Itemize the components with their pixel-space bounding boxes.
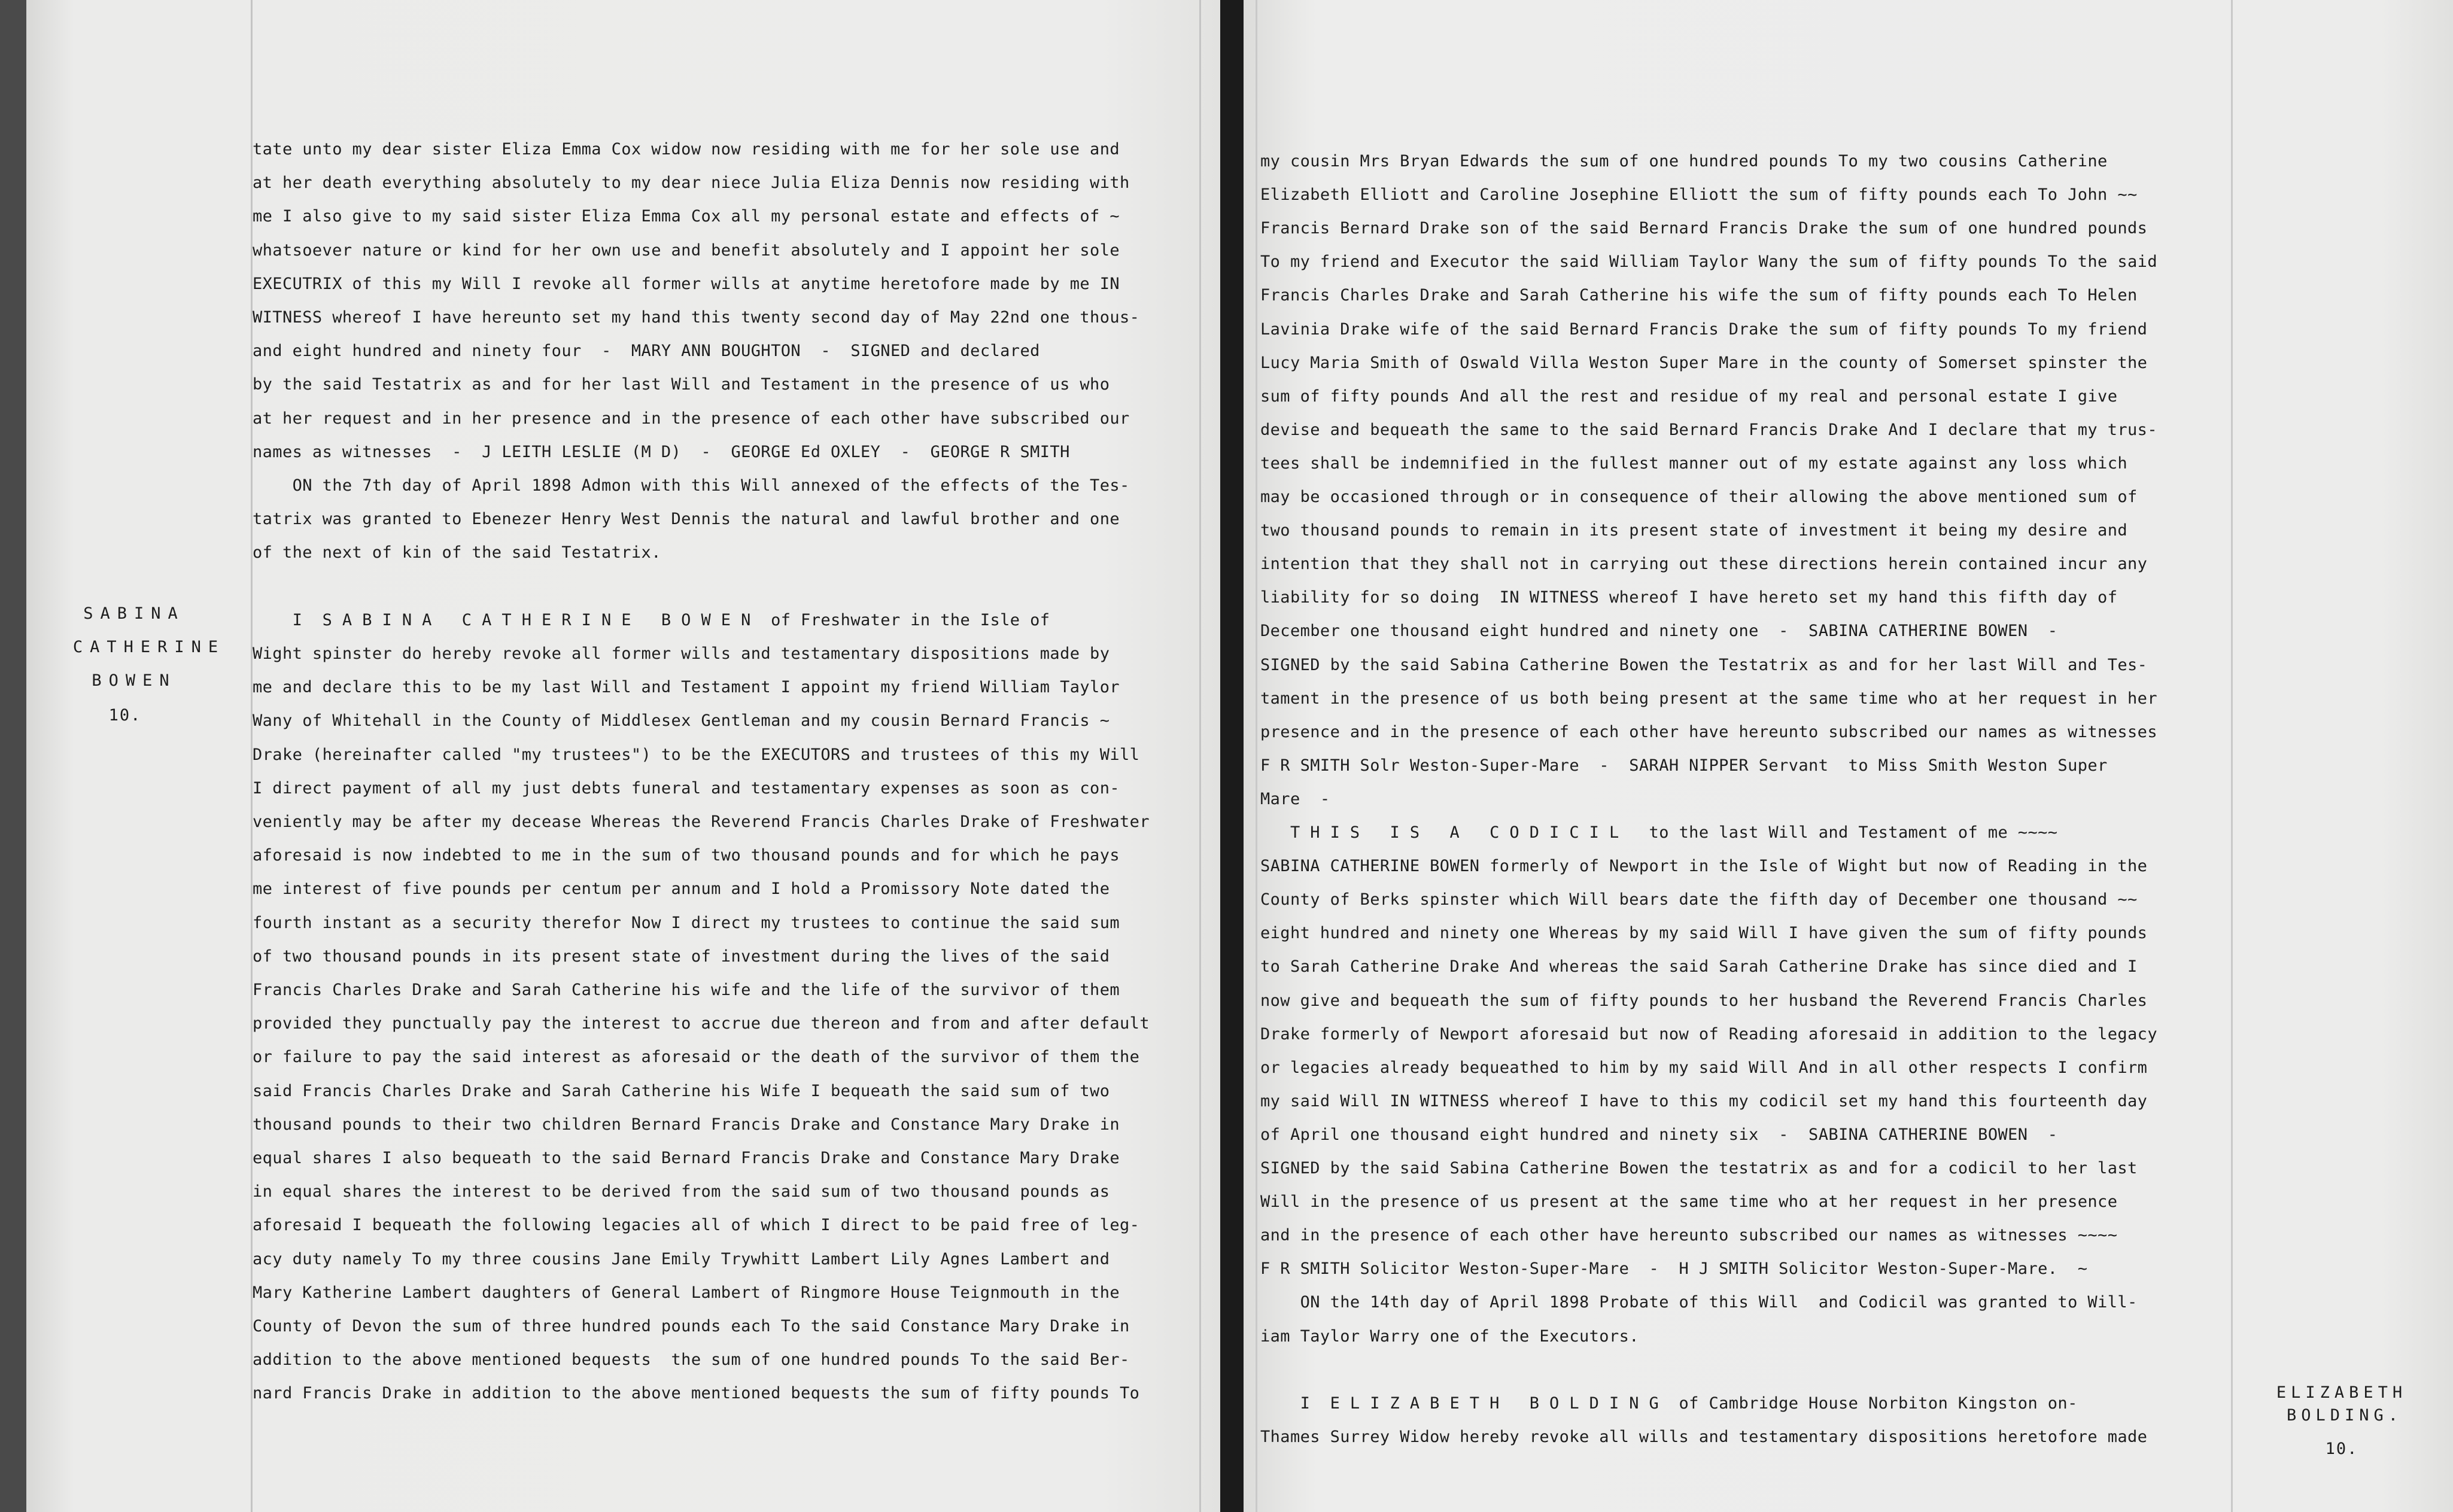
text-line: EXECUTRIX of this my Will I revoke all former wills at anytime heretofore made by me IN <box>253 274 1120 293</box>
text-line: tament in the presence of us both being present at the same time who at her request in her <box>1260 689 2157 708</box>
text-line: ON the 7th day of April 1898 Admon with this Will annexed of the effects of the Tes- <box>253 476 1130 495</box>
text-line: December one thousand eight hundred and ninety one - SABINA CATHERINE BOWEN - <box>1260 622 2058 641</box>
text-line: at her request and in her presence and in the presence of each other have subscribed our <box>253 409 1130 428</box>
text-line: Mary Katherine Lambert daughters of General Lambert of Ringmore House Teignmouth in the <box>253 1283 1120 1302</box>
text-line: Wany of Whitehall in the County of Middlesex Gentleman and my cousin Bernard Francis ~ <box>253 711 1110 731</box>
text-line: tees shall be indemnified in the fullest manner out of my estate against any loss which <box>1260 454 2128 473</box>
text-line: Thames Surrey Widow hereby revoke all wills and testamentary dispositions heretofore made <box>1260 1427 2148 1446</box>
text-line: Wight spinster do hereby revoke all former wills and testamentary dispositions made by <box>253 644 1110 663</box>
right-margin-rule <box>2231 0 2233 1512</box>
text-line: liability for so doing IN WITNESS whereof I have hereto set my hand this fifth day of <box>1260 588 2118 607</box>
book-left-edge <box>0 0 26 1512</box>
text-line: addition to the above mentioned bequests the sum of one hundred pounds To the said Ber- <box>253 1350 1130 1370</box>
text-line: To my friend and Executor the said William Taylor Wany the sum of fifty pounds To the said <box>1260 252 2157 272</box>
text-line: eight hundred and ninety one Whereas by my said Will I have given the sum of fifty pounds <box>1260 924 2148 943</box>
text-line: Francis Charles Drake and Sarah Catherine his wife the sum of fifty pounds each To Helen <box>1260 286 2138 305</box>
text-line: Elizabeth Elliott and Caroline Josephine Elliott the sum of fifty pounds each To John ~~ <box>1260 185 2138 205</box>
right-left-rule <box>1256 0 1257 1512</box>
margin-entry-number: 10. <box>108 706 142 725</box>
text-line: WITNESS whereof I have hereunto set my hand this twenty second day of May 22nd one thous- <box>253 308 1140 327</box>
text-line: County of Berks spinster which Will bears date the fifth day of December one thousand ~~ <box>1260 890 2138 909</box>
text-line: and in the presence of each other have hereunto subscribed our names as witnesses ~~~~ <box>1260 1226 2118 1245</box>
margin-entry-number: 10. <box>2325 1440 2358 1458</box>
left-page <box>26 0 1220 1512</box>
text-line: nard Francis Drake in addition to the above mentioned bequests the sum of fifty pounds To <box>253 1384 1140 1403</box>
text-line: whatsoever nature or kind for her own use and benefit absolutely and I appoint her sole <box>253 241 1120 260</box>
text-line: sum of fifty pounds And all the rest and residue of my real and personal estate I give <box>1260 387 2118 406</box>
text-line: SIGNED by the said Sabina Catherine Bowen the testatrix as and for a codicil to her last <box>1260 1159 2138 1178</box>
text-line: at her death everything absolutely to my dear niece Julia Eliza Dennis now residing with <box>253 174 1130 193</box>
margin-name-line-1: SABINA <box>83 604 185 623</box>
margin-name-line-2: BOLDING. <box>2286 1406 2403 1425</box>
text-line: and eight hundred and ninety four - MARY ANN BOUGHTON - SIGNED and declared <box>253 342 1040 361</box>
text-line: of two thousand pounds in its present state of investment during the lives of the said <box>253 947 1110 966</box>
text-line: me and declare this to be my last Will and Testament I appoint my friend William Taylor <box>253 678 1120 697</box>
text-line: intention that they shall not in carrying out these directions herein contained incur any <box>1260 555 2148 574</box>
text-line: in equal shares the interest to be derived from the said sum of two thousand pounds as <box>253 1182 1110 1201</box>
text-line: Drake (hereinafter called "my trustees") to be the EXECUTORS and trustees of this my Will <box>253 745 1140 764</box>
text-line: I S A B I N A C A T H E R I N E B O W E N of Freshwater in the Isle of <box>253 610 1050 629</box>
text-line: said Francis Charles Drake and Sarah Catherine his Wife I bequeath the said sum of two <box>253 1081 1110 1100</box>
text-line: or legacies already bequeathed to him by my said Will And in all other respects I confirm <box>1260 1058 2148 1077</box>
margin-name-line-2: CATHERINE <box>72 638 226 656</box>
text-line: SIGNED by the said Sabina Catherine Bowen the Testatrix as and for her last Will and Tes- <box>1260 655 2148 674</box>
text-line: ON the 14th day of April 1898 Probate of this Will and Codicil was granted to Will- <box>1260 1293 2138 1312</box>
text-line: may be occasioned through or in consequence of their allowing the above mentioned sum of <box>1260 488 2138 506</box>
text-line: veniently may be after my decease Whereas the Reverend Francis Charles Drake of Freshwater <box>253 813 1150 831</box>
left-right-rule <box>1199 0 1201 1512</box>
text-line: acy duty namely To my three cousins Jane Emily Trywhitt Lambert Lily Agnes Lambert and <box>253 1249 1110 1268</box>
text-line: me interest of five pounds per centum per annum and I hold a Promissory Note dated the <box>253 880 1110 899</box>
text-line: my said Will IN WITNESS whereof I have to this my codicil set my hand this fourteenth day <box>1260 1091 2148 1111</box>
text-line: F R SMITH Solr Weston-Super-Mare - SARAH NIPPER Servant to Miss Smith Weston Super <box>1260 756 2108 775</box>
text-line: provided they punctually pay the interest to accrue due thereon and from and after default <box>253 1014 1150 1033</box>
text-line: of the next of kin of the said Testatrix. <box>253 543 661 562</box>
text-line: thousand pounds to their two children Bernard Francis Drake and Constance Mary Drake in <box>253 1115 1120 1134</box>
text-line: my cousin Mrs Bryan Edwards the sum of one hundred pounds To my two cousins Catherine <box>1260 152 2108 171</box>
text-line: devise and bequeath the same to the said Bernard Francis Drake And I declare that my trus- <box>1260 420 2157 439</box>
text-line: Francis Bernard Drake son of the said Bernard Francis Drake the sum of one hundred pounds <box>1260 219 2148 238</box>
text-line: of April one thousand eight hundred and ninety six - SABINA CATHERINE BOWEN - <box>1260 1125 2058 1144</box>
text-line: aforesaid is now indebted to me in the sum of two thousand pounds and for which he pays <box>253 846 1120 865</box>
text-line: F R SMITH Solicitor Weston-Super-Mare - H J SMITH Solicitor Weston-Super-Mare. ~ <box>1260 1260 2088 1279</box>
text-line: iam Taylor Warry one of the Executors. <box>1260 1327 1639 1346</box>
text-line: or failure to pay the said interest as aforesaid or the death of the survivor of them the <box>253 1048 1140 1067</box>
right-page <box>1244 0 2453 1512</box>
text-line: Francis Charles Drake and Sarah Catherine his wife and the life of the survivor of them <box>253 981 1120 999</box>
text-line: I E L I Z A B E T H B O L D I N G of Cambridge House Norbiton Kingston on- <box>1260 1394 2078 1413</box>
text-line: aforesaid I bequeath the following legacies all of which I direct to be paid free of leg- <box>253 1216 1140 1235</box>
text-line: me I also give to my said sister Eliza Emma Cox all my personal estate and effects of ~ <box>253 207 1120 226</box>
text-line: Drake formerly of Newport aforesaid but now of Reading aforesaid in addition to the legacy <box>1260 1024 2157 1044</box>
text-line: presence and in the presence of each other have hereunto subscribed our names as witnesses <box>1260 722 2157 741</box>
text-line: Will in the presence of us present at the same time who at her request in her presence <box>1260 1192 2118 1212</box>
book-gutter <box>1220 0 1244 1512</box>
text-line: T H I S I S A C O D I C I L to the last Will and Testament of me ~~~~ <box>1260 823 2058 842</box>
text-line: fourth instant as a security therefor Now I direct my trustees to continue the said sum <box>253 913 1120 932</box>
text-line: tatrix was granted to Ebenezer Henry West Dennis the natural and lawful brother and one <box>253 510 1120 529</box>
text-line: Mare - <box>1260 789 1330 808</box>
text-line: I direct payment of all my just debts funeral and testamentary expenses as soon as con- <box>253 778 1120 798</box>
margin-name-line-3: BOWEN <box>92 671 177 690</box>
text-line: County of Devon the sum of three hundred pounds each To the said Constance Mary Drake in <box>253 1317 1130 1335</box>
margin-name-line-1: ELIZABETH <box>2276 1383 2408 1402</box>
text-line: equal shares I also bequeath to the said Bernard Francis Drake and Constance Mary Drake <box>253 1149 1120 1167</box>
text-line: two thousand pounds to remain in its present state of investment it being my desire and <box>1260 521 2128 540</box>
text-line: SABINA CATHERINE BOWEN formerly of Newport in the Isle of Wight but now of Reading in the <box>1260 857 2148 876</box>
text-line: by the said Testatrix as and for her last Will and Testament in the presence of us who <box>253 375 1110 394</box>
text-line: now give and bequeath the sum of fifty pounds to her husband the Reverend Francis Charles <box>1260 991 2148 1010</box>
text-line: to Sarah Catherine Drake And whereas the said Sarah Catherine Drake has since died and I <box>1260 957 2138 976</box>
text-line: tate unto my dear sister Eliza Emma Cox widow now residing with me for her sole use and <box>253 140 1120 159</box>
text-line: names as witnesses - J LEITH LESLIE (M D) - GEORGE Ed OXLEY - GEORGE R SMITH <box>253 442 1070 461</box>
text-line: Lavinia Drake wife of the said Bernard Francis Drake the sum of fifty pounds To my friend <box>1260 320 2148 339</box>
text-line: Lucy Maria Smith of Oswald Villa Weston Super Mare in the county of Somerset spinster the <box>1260 353 2148 372</box>
